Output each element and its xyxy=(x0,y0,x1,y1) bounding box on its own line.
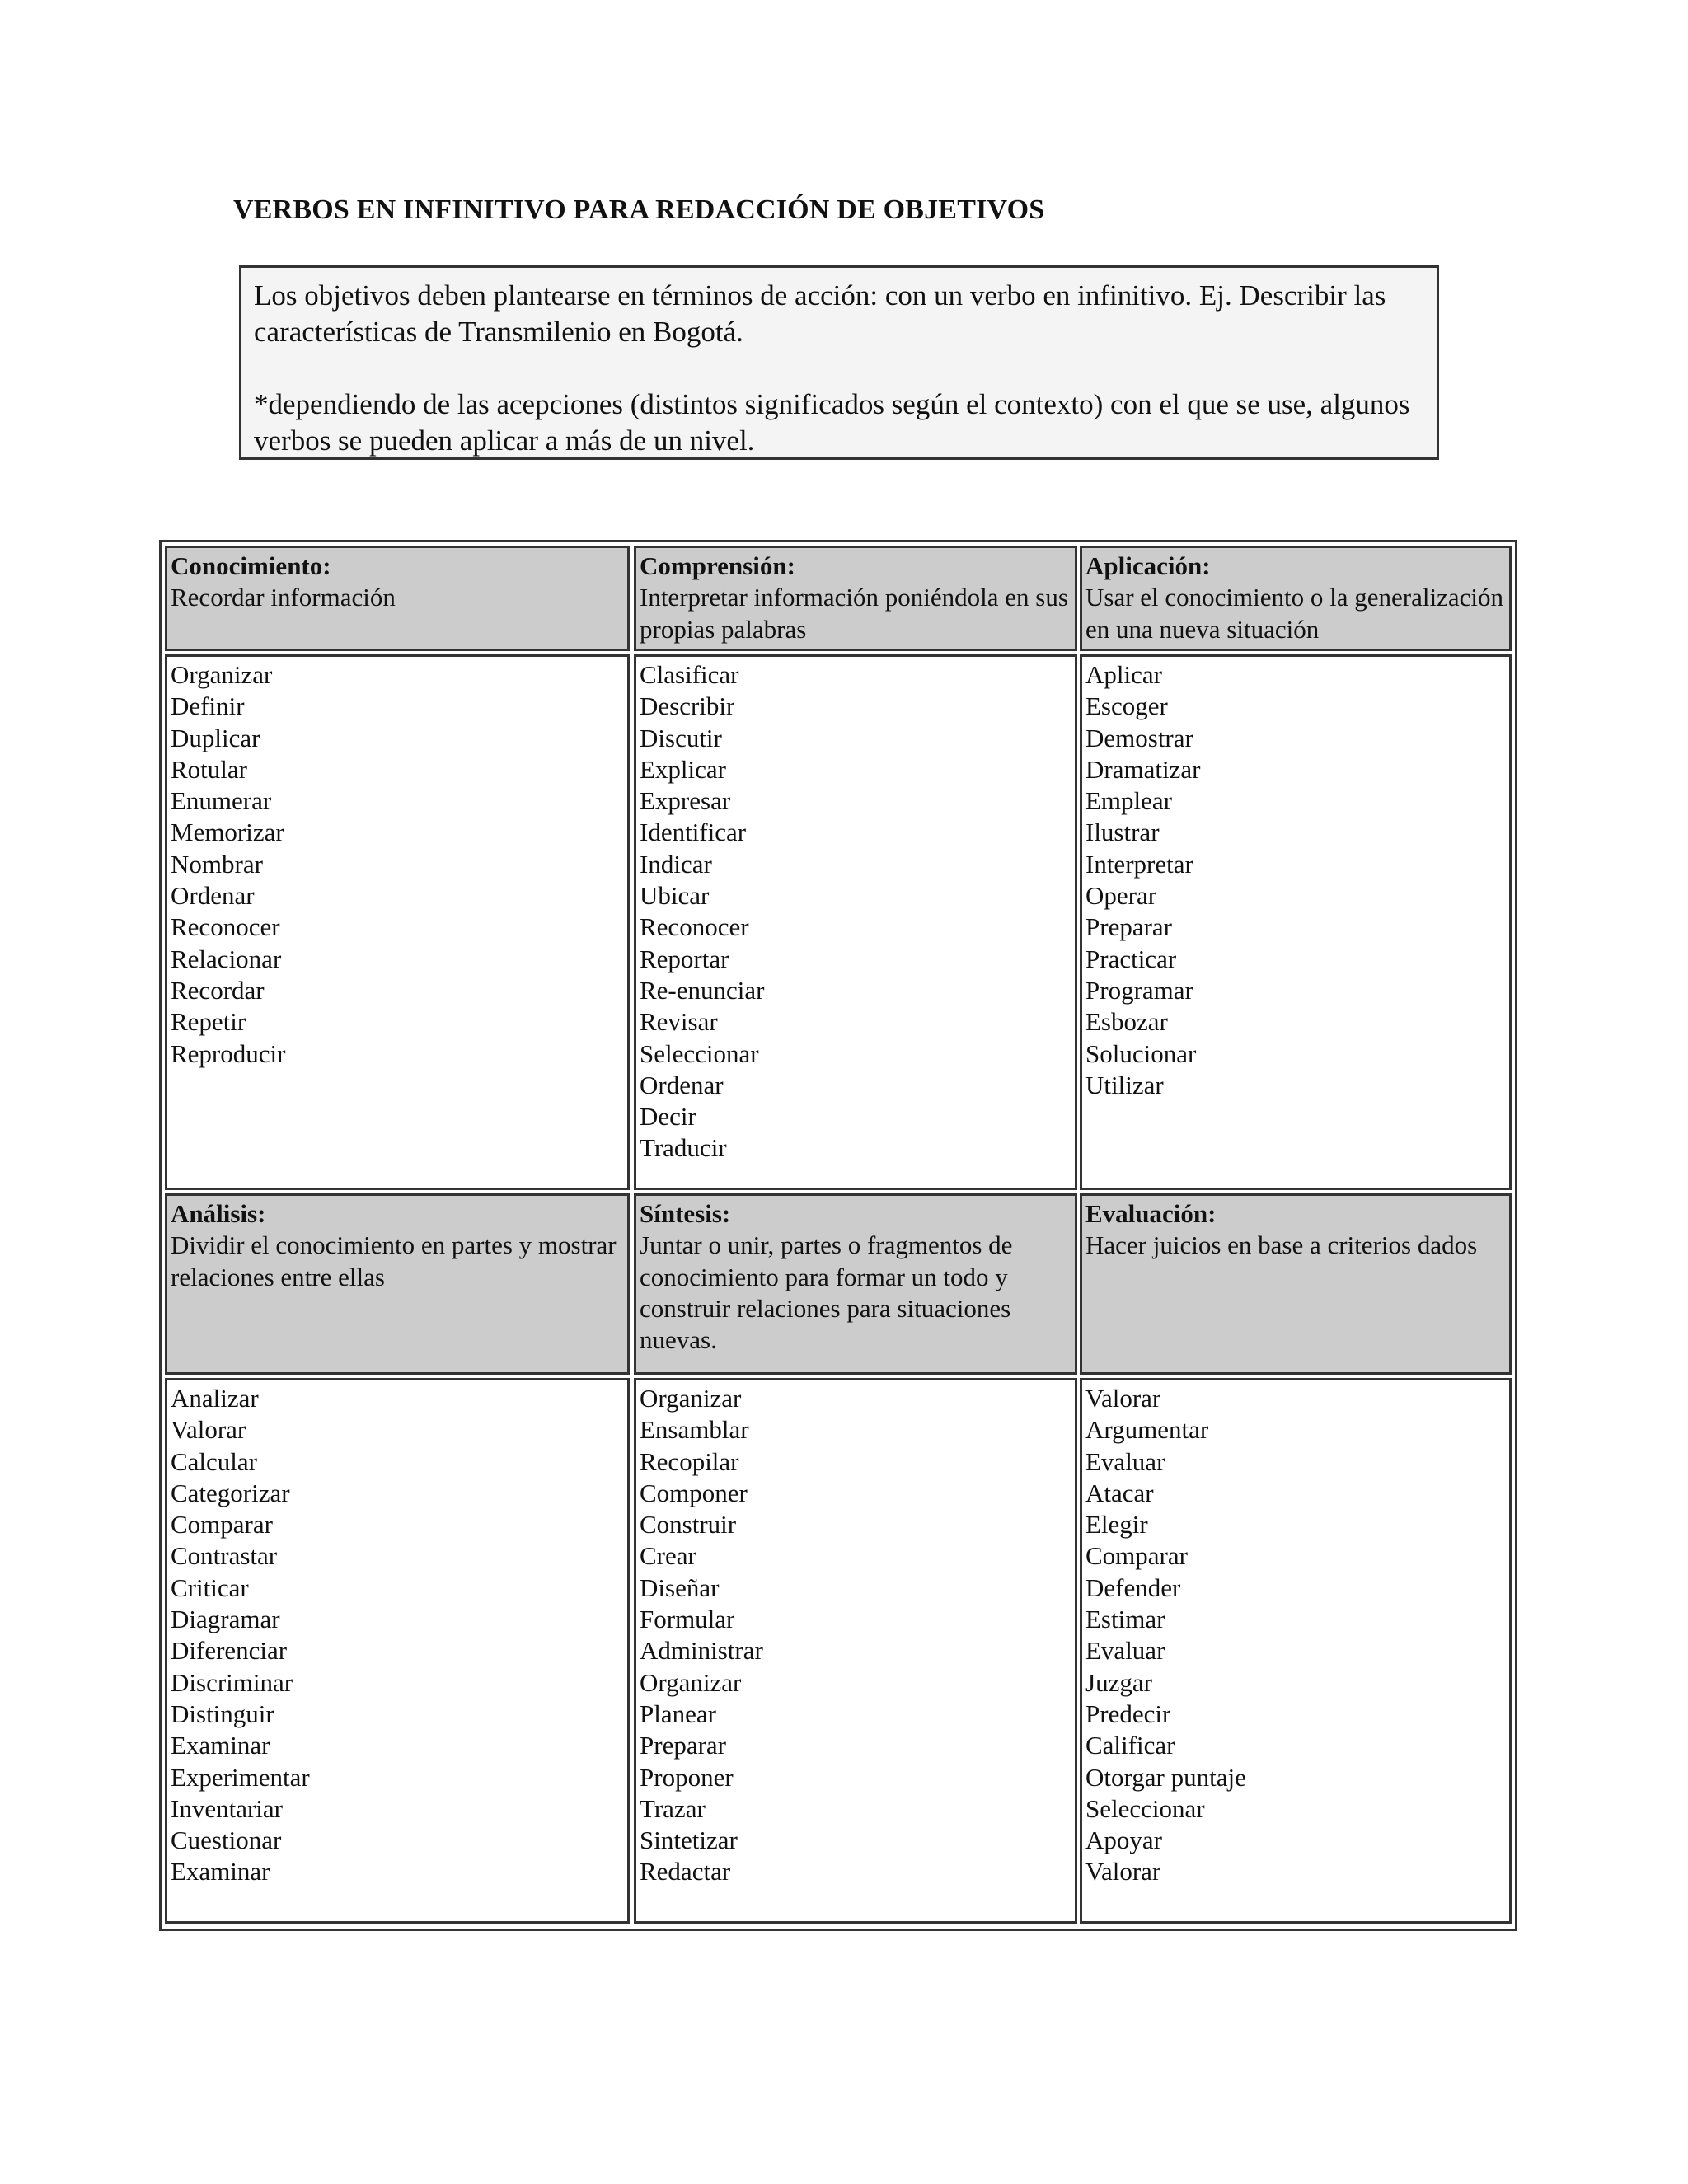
verb-item: Utilizar xyxy=(1085,1070,1164,1099)
verb-list xyxy=(171,659,626,1070)
level-name: Conocimiento: xyxy=(171,551,331,580)
verb-item: Estimar xyxy=(1085,1605,1165,1634)
verb-item: Reproducir xyxy=(171,1038,286,1068)
verb-item: Calificar xyxy=(1085,1731,1175,1760)
verb-item: Clasificar xyxy=(640,660,739,689)
verb-item: Otorgar puntaje xyxy=(1085,1762,1246,1792)
intro-box xyxy=(239,265,1439,460)
level-name: Comprensión: xyxy=(640,551,795,580)
verb-item: Ilustrar xyxy=(1085,818,1160,847)
verb-item: Defender xyxy=(1085,1572,1181,1602)
verb-item: Discutir xyxy=(640,723,722,752)
verb-item: Inventariar xyxy=(171,1793,283,1823)
header-conocimiento xyxy=(165,546,630,651)
verb-item: Programar xyxy=(1085,975,1193,1005)
verb-item: Ensamblar xyxy=(640,1415,749,1445)
verbs-comprension xyxy=(634,654,1077,1190)
verb-item: Redactar xyxy=(640,1857,731,1886)
verb-item: Experimentar xyxy=(171,1762,310,1792)
verb-item: Componer xyxy=(640,1478,748,1507)
verb-item: Re-enunciar xyxy=(640,975,765,1005)
verb-list xyxy=(640,1383,1073,1888)
verb-item: Aplicar xyxy=(1085,660,1162,689)
verb-item: Organizar xyxy=(171,660,273,689)
level-description: Juntar o unir, partes o fragmentos de conocimiento para formar un todo y construir relaciones para situaciones nuevas. xyxy=(640,1230,1013,1355)
verb-item: Categorizar xyxy=(171,1478,290,1507)
verb-item: Emplear xyxy=(1085,786,1173,816)
verb-item: Sintetizar xyxy=(640,1825,738,1855)
header-aplicacion xyxy=(1080,546,1512,651)
verb-item: Traducir xyxy=(640,1133,727,1163)
verb-item: Evaluar xyxy=(1085,1636,1165,1666)
verb-item: Recordar xyxy=(171,975,265,1005)
verb-item: Comparar xyxy=(171,1510,273,1540)
verb-item: Contrastar xyxy=(171,1541,278,1571)
verb-item: Definir xyxy=(171,691,245,721)
verb-list xyxy=(640,659,1073,1165)
verb-item: Administrar xyxy=(640,1636,763,1666)
verb-item: Diferenciar xyxy=(171,1636,288,1666)
verb-item: Dramatizar xyxy=(1085,754,1201,784)
verbs-analisis xyxy=(165,1378,630,1924)
verb-item: Organizar xyxy=(640,1667,742,1697)
verb-item: Crear xyxy=(640,1541,696,1571)
verb-item: Rotular xyxy=(171,754,247,784)
verb-item: Preparar xyxy=(640,1731,726,1760)
verb-item: Ubicar xyxy=(640,881,710,911)
level-description: Dividir el conocimiento en partes y mostrar relaciones entre ellas xyxy=(171,1230,617,1291)
verb-item: Discriminar xyxy=(171,1667,293,1697)
verb-item: Argumentar xyxy=(1085,1415,1209,1445)
verb-item: Reconocer xyxy=(171,912,280,942)
verb-item: Planear xyxy=(640,1699,716,1728)
verb-item: Formular xyxy=(640,1605,735,1634)
verb-item: Indicar xyxy=(640,849,712,879)
header-comprension xyxy=(634,546,1077,651)
verb-item: Valorar xyxy=(171,1415,246,1445)
verb-item: Juzgar xyxy=(1085,1667,1152,1697)
verb-item: Esbozar xyxy=(1085,1007,1168,1037)
verb-item: Evaluar xyxy=(1085,1446,1165,1476)
verb-item: Duplicar xyxy=(171,723,260,752)
verb-item: Examinar xyxy=(171,1857,270,1886)
verb-item: Atacar xyxy=(1085,1478,1154,1507)
verb-item: Repetir xyxy=(171,1007,246,1037)
verbs-conocimiento xyxy=(165,654,630,1190)
level-description: Usar el conocimiento o la generalización en una nueva situación xyxy=(1085,583,1503,644)
verb-list xyxy=(1085,659,1507,1101)
verb-item: Demostrar xyxy=(1085,723,1193,752)
verbs-table xyxy=(159,540,1517,1931)
verb-item: Solucionar xyxy=(1085,1038,1197,1068)
verb-item: Explicar xyxy=(640,754,727,784)
verb-item: Ordenar xyxy=(640,1070,724,1099)
verb-item: Preparar xyxy=(1085,912,1172,942)
verb-item: Relacionar xyxy=(171,944,282,973)
intro-paragraph: Los objetivos deben plantearse en términos de acción: con un verbo en infinitivo. Ej. Describir las características de Transmilenio en Bogotá. xyxy=(254,279,1386,348)
verbs-evaluacion xyxy=(1080,1378,1512,1924)
verb-item: Recopilar xyxy=(640,1446,739,1476)
verb-item: Describir xyxy=(640,691,735,721)
verb-item: Valorar xyxy=(1085,1857,1161,1886)
verb-item: Identificar xyxy=(640,818,747,847)
verb-item: Diseñar xyxy=(640,1572,720,1602)
verb-item: Apoyar xyxy=(1085,1825,1162,1855)
verb-item: Construir xyxy=(640,1510,737,1540)
verb-item: Memorizar xyxy=(171,818,284,847)
verb-item: Practicar xyxy=(1085,944,1177,973)
verb-item: Decir xyxy=(640,1102,696,1132)
verb-item: Escoger xyxy=(1085,691,1168,721)
verb-item: Nombrar xyxy=(171,849,263,879)
verb-item: Operar xyxy=(1085,881,1157,911)
verbs-sintesis xyxy=(634,1378,1077,1924)
verb-item: Organizar xyxy=(640,1384,742,1413)
verb-item: Analizar xyxy=(171,1384,259,1413)
level-description: Recordar información xyxy=(171,583,396,612)
level-name: Aplicación: xyxy=(1085,551,1211,580)
verb-item: Distinguir xyxy=(171,1699,274,1728)
verb-item: Elegir xyxy=(1085,1510,1148,1540)
verb-item: Cuestionar xyxy=(171,1825,282,1855)
header-sintesis xyxy=(634,1193,1077,1375)
level-name: Síntesis: xyxy=(640,1199,731,1228)
verb-item: Ordenar xyxy=(171,881,255,911)
level-description: Hacer juicios en base a criterios dados xyxy=(1085,1230,1478,1260)
verbs-aplicacion xyxy=(1080,654,1512,1190)
verb-item: Seleccionar xyxy=(1085,1793,1205,1823)
header-evaluacion xyxy=(1080,1193,1512,1375)
verb-item: Valorar xyxy=(1085,1384,1161,1413)
page-title: VERBOS EN INFINITIVO PARA REDACCIÓN DE OBJETIVOS xyxy=(233,194,1045,225)
verb-list xyxy=(171,1383,626,1888)
verb-item: Seleccionar xyxy=(640,1038,759,1068)
header-analisis xyxy=(165,1193,630,1375)
level-name: Evaluación: xyxy=(1085,1199,1217,1228)
verb-item: Reconocer xyxy=(640,912,749,942)
level-description: Interpretar información poniéndola en sus propias palabras xyxy=(640,583,1068,644)
verb-item: Reportar xyxy=(640,944,729,973)
intro-note: *dependiendo de las acepciones (distintos significados según el contexto) con el que se use, algunos verbos se pueden aplicar a más de un nivel. xyxy=(254,388,1410,457)
verb-item: Comparar xyxy=(1085,1541,1188,1571)
verb-item: Predecir xyxy=(1085,1699,1171,1728)
verb-item: Proponer xyxy=(640,1762,734,1792)
verb-item: Calcular xyxy=(171,1446,258,1476)
level-name: Análisis: xyxy=(171,1199,266,1228)
verb-item: Interpretar xyxy=(1085,849,1193,879)
verb-item: Expresar xyxy=(640,786,731,816)
verb-item: Enumerar xyxy=(171,786,272,816)
verb-list xyxy=(1085,1383,1507,1888)
verb-item: Criticar xyxy=(171,1572,249,1602)
verb-item: Revisar xyxy=(640,1007,718,1037)
verb-item: Examinar xyxy=(171,1731,270,1760)
verb-item: Diagramar xyxy=(171,1605,280,1634)
verb-item: Trazar xyxy=(640,1793,706,1823)
